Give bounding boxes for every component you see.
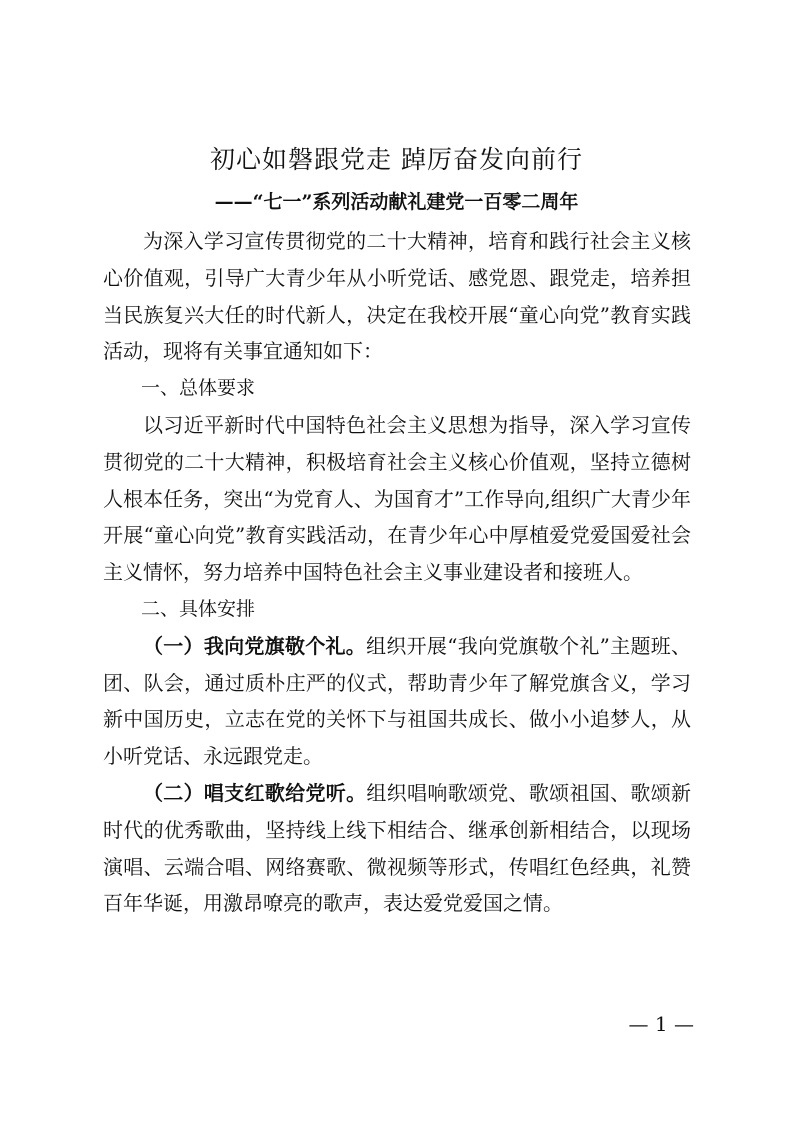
document-subtitle: ——“七一”系列活动献礼建党一百零二周年 [214,191,579,213]
arrangement-item-2 [103,775,691,922]
section-heading-general-requirements: 一、总体要求 [141,377,256,400]
document-body [103,223,691,922]
arrangement-item-2-lead: （二）唱支红歌给党听。 [143,780,367,805]
section-heading-specific-arrangements: 二、具体安排 [141,597,256,620]
arrangement-item-1-text: 组织开展“我向党旗敬个礼”主题班、团、队会，通过质朴庄严的仪式，帮助青少年了解党旗含义，学习新中国历史，立志在党的关怀下与祖国共成长、做小小追梦人，从小听党话、永远跟党走。 [103,633,691,769]
arrangement-item-1 [103,628,691,775]
document-title: 初心如磐跟党走 踔厉奋发向前行 [210,145,583,174]
intro-paragraph: 为深入学习宣传贯彻党的二十大精神，培育和践行社会主义核心价值观，引导广大青少年从小听党话、感党恩、跟党走，培养担当民族复兴大任的时代新人，决定在我校开展“童心向党”教育实践活动，现将有关事宜通知如下： [103,229,691,364]
page-number: — 1 — [628,1012,694,1036]
arrangement-item-1-lead: （一）我向党旗敬个礼。 [143,633,367,658]
general-requirements-paragraph: 以习近平新时代中国特色社会主义思想为指导，深入学习宣传贯彻党的二十大精神，积极培育社会主义核心价值观，坚持立德树人根本任务，突出“为党育人、为国育才”工作导向,组织广大青少年开展“童心向党”教育实践活动，在青少年心中厚植爱党爱国爱社会主义情怀，努力培养中国特色社会主义事业建设者和接班人。 [103,412,691,585]
arrangement-item-2-text: 组织唱响歌颂党、歌颂祖国、歌颂新时代的优秀歌曲，坚持线上线下相结合、继承创新相结合，以现场演唱、云端合唱、网络赛歌、微视频等形式，传唱红色经典，礼赞百年华诞，用激昂嘹亮的歌声，表达爱党爱国之情。 [103,780,692,916]
